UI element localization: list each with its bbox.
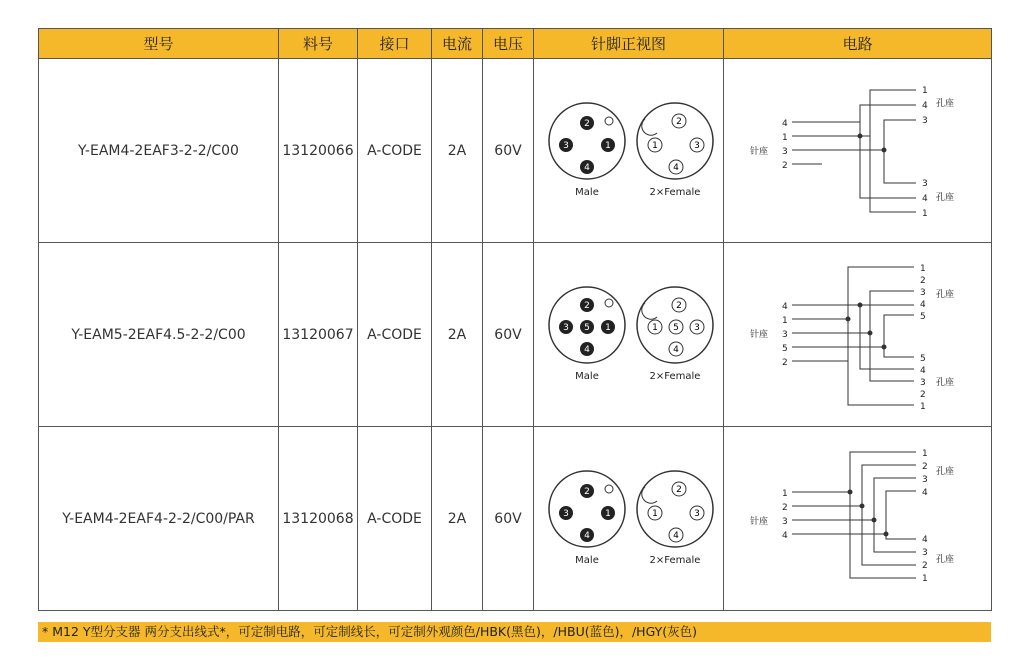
header-part: 料号: [279, 29, 358, 59]
svg-text:5: 5: [583, 322, 590, 333]
svg-text:3: 3: [562, 322, 569, 333]
svg-text:4: 4: [921, 487, 928, 498]
current-cell: 2A: [432, 427, 483, 611]
circuit-diagram: [748, 76, 968, 226]
svg-text:4: 4: [781, 302, 788, 312]
svg-text:1: 1: [781, 488, 788, 499]
voltage-cell: 60V: [483, 59, 534, 243]
svg-text:1: 1: [604, 140, 611, 151]
table-row: [39, 427, 992, 611]
svg-text:4: 4: [672, 162, 679, 173]
pin-seat-label: 针座: [749, 330, 768, 340]
circuit-diagram: [748, 444, 968, 594]
male-label: Male: [574, 370, 599, 382]
table-row: [39, 59, 992, 243]
circuit-cell: [724, 59, 992, 243]
svg-text:3: 3: [693, 140, 700, 151]
svg-text:2: 2: [781, 358, 788, 368]
svg-text:2: 2: [781, 160, 788, 171]
socket-seat-label: 孔座: [935, 554, 954, 565]
svg-text:2: 2: [919, 276, 926, 286]
svg-text:5: 5: [919, 354, 926, 364]
svg-text:3: 3: [921, 115, 928, 126]
header-circuit: 电路: [724, 29, 992, 59]
socket-seat-label: 孔座: [935, 290, 954, 300]
pinview-diagram: [539, 91, 719, 211]
svg-text:3: 3: [562, 140, 569, 151]
svg-text:4: 4: [781, 118, 788, 129]
svg-text:3: 3: [693, 322, 700, 333]
svg-text:3: 3: [921, 178, 928, 189]
svg-text:1: 1: [919, 402, 926, 412]
svg-text:4: 4: [781, 530, 788, 541]
part-cell: 13120067: [279, 243, 358, 427]
current-cell: 2A: [432, 59, 483, 243]
svg-text:4: 4: [921, 100, 928, 111]
svg-text:1: 1: [651, 140, 658, 151]
pin-seat-label: 针座: [749, 146, 768, 157]
svg-text:3: 3: [693, 508, 700, 519]
svg-text:2: 2: [675, 484, 682, 495]
svg-text:5: 5: [672, 322, 679, 333]
voltage-cell: 60V: [483, 243, 534, 427]
svg-text:2: 2: [583, 118, 590, 129]
interface-cell: A-CODE: [358, 59, 432, 243]
svg-text:5: 5: [781, 344, 788, 354]
header-interface: 接口: [358, 29, 432, 59]
female-label: 2×Female: [649, 186, 700, 198]
pinview-cell: [534, 59, 724, 243]
model-cell: Y-EAM5-2EAF4.5-2-2/C00: [39, 243, 279, 427]
svg-text:3: 3: [921, 547, 928, 558]
svg-text:1: 1: [921, 85, 928, 96]
svg-text:4: 4: [583, 530, 590, 541]
table-row: [39, 243, 992, 427]
svg-text:3: 3: [781, 516, 788, 527]
female-connector: [637, 103, 713, 198]
female-label: 2×Female: [649, 370, 700, 382]
current-cell: 2A: [432, 243, 483, 427]
svg-text:3: 3: [781, 146, 788, 157]
interface-cell: A-CODE: [358, 427, 432, 611]
male-connector: [549, 103, 625, 198]
svg-text:1: 1: [604, 508, 611, 519]
part-cell: 13120068: [279, 427, 358, 611]
svg-text:2: 2: [781, 502, 788, 513]
header-voltage: 电压: [483, 29, 534, 59]
circuit-diagram: [748, 257, 968, 412]
footnote: * M12 Y型分支器 两分支出线式*，可定制电路，可定制线长，可定制外观颜色/HBK(黑色)，/HBU(蓝色)，/HGY(灰色): [38, 622, 991, 642]
pinview-diagram: [539, 459, 719, 579]
svg-text:4: 4: [921, 193, 928, 204]
svg-text:3: 3: [921, 474, 928, 485]
model-cell: Y-EAM4-2EAF4-2-2/C00/PAR: [39, 427, 279, 611]
socket-seat-label: 孔座: [935, 192, 954, 203]
svg-text:4: 4: [919, 300, 926, 310]
svg-text:2: 2: [583, 300, 590, 311]
svg-text:1: 1: [604, 322, 611, 333]
svg-text:2: 2: [583, 486, 590, 497]
svg-text:2: 2: [921, 560, 928, 571]
svg-text:4: 4: [672, 344, 679, 355]
male-label: Male: [574, 554, 599, 566]
svg-text:4: 4: [583, 344, 590, 355]
svg-text:3: 3: [919, 288, 926, 298]
interface-cell: A-CODE: [358, 243, 432, 427]
pinview-diagram: [539, 275, 719, 395]
svg-text:2: 2: [919, 390, 926, 400]
svg-text:3: 3: [919, 378, 926, 388]
header-row: [39, 29, 992, 59]
male-connector: [549, 287, 625, 382]
circuit-cell: [724, 427, 992, 611]
female-label: 2×Female: [649, 554, 700, 566]
pinview-cell: [534, 243, 724, 427]
svg-text:1: 1: [651, 508, 658, 519]
male-label: Male: [574, 186, 599, 198]
svg-text:2: 2: [921, 461, 928, 472]
header-model: 型号: [39, 29, 279, 59]
male-connector: [549, 471, 625, 566]
socket-seat-label: 孔座: [935, 466, 954, 477]
voltage-cell: 60V: [483, 427, 534, 611]
svg-text:4: 4: [919, 366, 926, 376]
svg-text:3: 3: [562, 508, 569, 519]
header-pinview: 针脚正视图: [534, 29, 724, 59]
part-cell: 13120066: [279, 59, 358, 243]
pinview-cell: [534, 427, 724, 611]
header-current: 电流: [432, 29, 483, 59]
svg-text:4: 4: [583, 162, 590, 173]
svg-text:1: 1: [781, 316, 788, 326]
svg-text:4: 4: [672, 530, 679, 541]
socket-seat-label: 孔座: [935, 378, 954, 388]
svg-text:5: 5: [919, 312, 926, 322]
svg-text:3: 3: [781, 330, 788, 340]
pin-seat-label: 针座: [749, 516, 768, 527]
svg-text:1: 1: [921, 573, 928, 584]
female-connector: [637, 287, 713, 382]
svg-text:1: 1: [921, 448, 928, 459]
svg-text:2: 2: [675, 116, 682, 127]
svg-text:2: 2: [675, 300, 682, 311]
svg-text:4: 4: [921, 534, 928, 545]
svg-text:1: 1: [651, 322, 658, 333]
spec-table: [38, 28, 992, 611]
model-cell: Y-EAM4-2EAF3-2-2/C00: [39, 59, 279, 243]
svg-text:1: 1: [921, 208, 928, 219]
svg-text:1: 1: [781, 132, 788, 143]
circuit-cell: [724, 243, 992, 427]
svg-text:1: 1: [919, 264, 926, 274]
female-connector: [637, 471, 713, 566]
socket-seat-label: 孔座: [935, 98, 954, 109]
